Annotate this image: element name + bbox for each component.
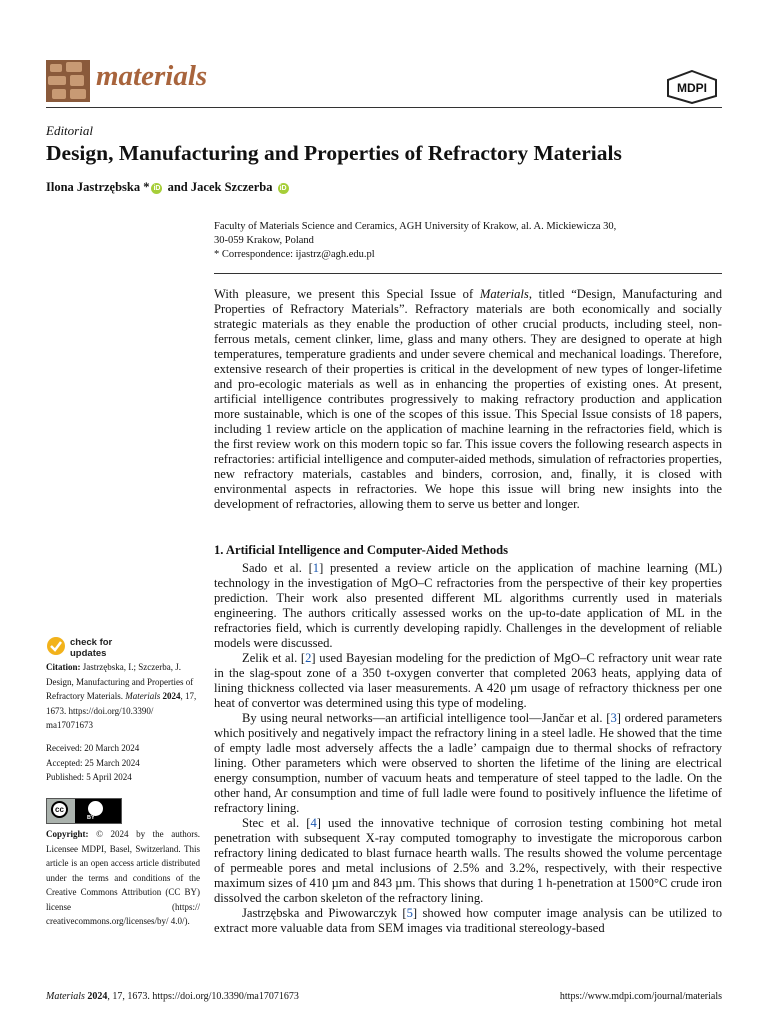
corresponding-mark: * — [143, 180, 150, 194]
section-body — [214, 561, 722, 936]
affiliation-line: 30-059 Krakow, Poland — [214, 235, 314, 246]
dates-block — [46, 741, 200, 785]
footer-citation: Materials 2024, 17, 1673. https://doi.org/10.3390/ma17071673 — [46, 991, 299, 1002]
check-label: check for — [70, 637, 113, 648]
reference-link[interactable]: 2 — [305, 651, 312, 665]
correspondence: * Correspondence: ijastrz@agh.edu.pl — [214, 249, 375, 260]
author-name: Ilona Jastrzębska — [46, 180, 141, 194]
article-type: Editorial — [46, 123, 93, 138]
check-for-updates-button[interactable] — [46, 636, 200, 662]
affiliation-block — [214, 220, 714, 262]
mdpi-logo-text: MDPI — [677, 81, 707, 95]
affiliation-divider — [214, 273, 722, 274]
cc-by-license-icon[interactable]: cc BY — [46, 798, 122, 824]
journal-italic: Materials — [479, 287, 529, 301]
intro-paragraph: With pleasure, we present this Special Issue of Materials, titled “Design, Manufacturing and Properties of Refractory Materials”. Refractory materials are both economically and socially strategic materials as they enable the production of other crucial products, including steel, non-ferrous metals, cement clinker, lime, glass and many others. They are designed to operate at high temperatures, temperature gradients and under severe chemical and mechanical loadings. Therefore, extensive research of their properties is critical in the development of new types of longer-lifetime and pro-ecologic materials as well as in enhancing the properties of existing ones. At present, artificial intelligence contributes progressively to making refractory production and application more sustainable, which is one of the scopes of this issue. This Special Issue consists of 18 papers, including 1 review article on the application of machine learning in the refractories field, which is the first review work on this modern topic so far. This issue covers the following research aspects in refractories: artificial intelligence and computer-aided methods, simulation of refractories properties, new refractory materials, castables and binders, corrosion, and, finally, it is closed with environmental aspects in refractories. We hope this issue will bring new insights into the development of refractories, allowing them to serve us better and longer. — [214, 287, 722, 511]
reference-link[interactable]: 3 — [610, 711, 617, 725]
journal-name: materials — [96, 60, 208, 92]
footer-journal-url[interactable]: https://www.mdpi.com/journal/materials — [559, 991, 722, 1002]
affiliation-line: Faculty of Materials Science and Ceramics, AGH University of Krakow, al. A. Mickiewicza 30, — [214, 221, 617, 232]
mdpi-logo-icon — [666, 70, 718, 104]
reference-link[interactable]: 1 — [312, 561, 320, 575]
reference-link[interactable]: 4 — [310, 816, 317, 830]
published-date: Published: 5 April 2024 — [46, 772, 132, 782]
paragraph: Stec et al. [4] used the innovative technique of corrosion testing combining hot metal penetration with subsequent X-ray computed tomography to investigate the microporous carbon refractory lining dedicated to blast furnace hearth walls. The results showed the volume percentage of permeable pores and metal inclusions of 2.5% and 3.2%, respectively, with their respective maximum sizes of 410 µm and 843 µm. This shows that during 1 h-penetration at 1500°C crude iron dissolved the carbon skeleton of the refractory lining. — [214, 816, 722, 905]
check-label: updates — [70, 648, 107, 659]
received-date: Received: 20 March 2024 — [46, 743, 140, 753]
paragraph: By using neural networks—an artificial intelligence tool—Jančar et al. [3] ordered parameters which positively and negatively impact the refractory lining in a steel ladle. He showed that the time of empty ladle most adversely affects the a ladle’ campaign due to thermal shocks of refractory lining. Other parameters which were observed to shorten the lifetime of the lining are electrical energy consumption, number of vacuum heats and temperature of steel tapped to the ladle. On the other hand, Ar consumption and time of full ladle were found to positively influence the lifetime of refractory lining. — [214, 711, 723, 815]
header-divider — [46, 107, 722, 108]
citation-block: Citation: Jastrzębska, I.; Szczerba, J. Design, Manufacturing and Properties of Refractory Materials. Materials 2024, 17, 1673. https://doi.org/10.3390/ ma17071673 — [46, 662, 197, 730]
journal-logo-icon — [46, 60, 90, 102]
reference-link[interactable]: 5 — [406, 906, 413, 920]
author-name: Jacek Szczerba — [190, 180, 273, 194]
article-title: Design, Manufacturing and Properties of Refractory Materials — [46, 141, 622, 165]
accepted-date: Accepted: 25 March 2024 — [46, 757, 140, 768]
author-separator: and — [167, 180, 188, 194]
author-list — [46, 180, 291, 195]
orcid-icon[interactable]: iD — [153, 185, 161, 192]
copyright-block: Copyright: © 2024 by the authors. Licensee MDPI, Basel, Switzerland. This article is an open access article distributed under the terms and conditions of the Creative Commons Attribution (CC BY) license (https:// creativecommons.org/licenses/by/ 4.0/). — [46, 829, 200, 926]
orcid-icon[interactable]: iD — [279, 185, 287, 192]
section-heading: 1. Artificial Intelligence and Computer-Aided Methods — [214, 543, 509, 557]
paragraph: Jastrzębska and Piwowarczyk [5] showed how computer image analysis can be utilized to extract more valuable data from SEM images via traditional stereology-based — [214, 906, 723, 935]
paragraph: Sado et al. [1] presented a review article on the application of machine learning (ML) technology in the investigation of MgO–C refractories from the perspective of their key properties prediction. Their work also presented different ML algorithms currently used in materials engineering. The authors critically assessed works on the up-to-date application of ML in the refractories field, which is currently developing rapidly. Challenges in the development of reliable models were discussed. — [214, 561, 723, 650]
check-updates-icon — [46, 636, 66, 656]
paragraph: Zelik et al. [2] used Bayesian modeling for the prediction of MgO–C refractory unit wear rate in the slag-spout zone of a 350 t-oxygen converter that completed 2063 heats, applying data of lining thickness collected via laser measurements. A 420 µm usage of refractory thickness per one heat of convertor was determined using this type of modeling. — [214, 651, 722, 710]
